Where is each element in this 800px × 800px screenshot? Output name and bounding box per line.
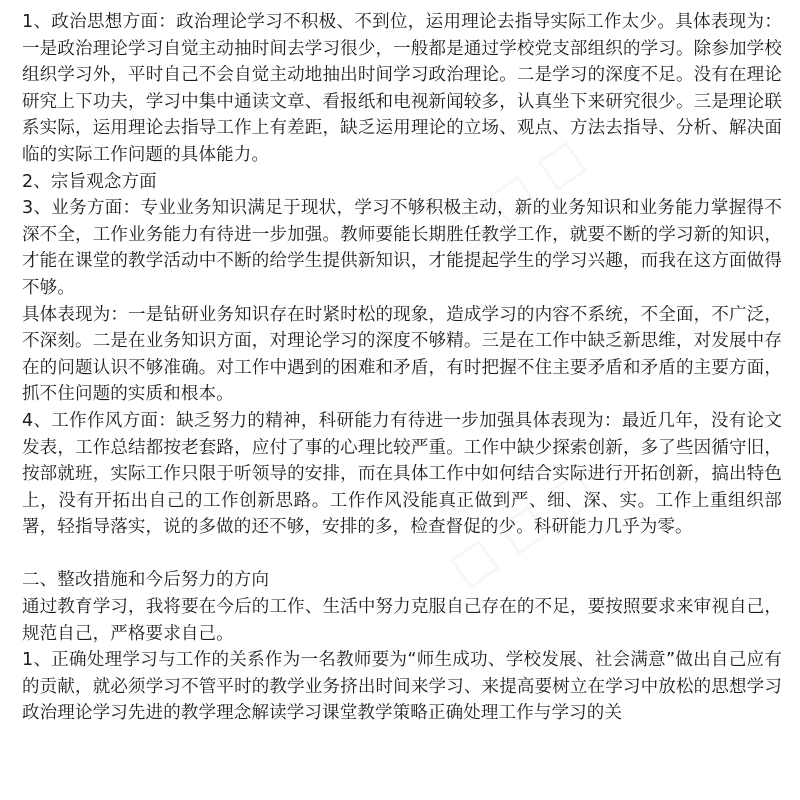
paragraph-intro: 通过教育学习，我将要在今后的工作、生活中努力克服自己存在的不足，要按照要求来审视自己，规范自己，严格要求自己。 (22, 597, 782, 644)
document-body (22, 9, 782, 727)
watermark: □ □ □ (439, 458, 604, 596)
paragraph-purpose-concept: 2、宗旨观念方面 (22, 171, 157, 192)
blank-line (22, 541, 782, 568)
section-heading-rectification: 二、整改措施和今后努力的方向 (22, 570, 270, 591)
paragraph-study-work-relation: 1、正确处理学习与工作的关系作为一名教师要为“师生成功、学校发展、社会满意”做出自己应有的贡献，就必须学习不管平时的教学业务挤出时间来学习、来提高要树立在学习中放松的思想学习政治理论学习先进的教学理念解读学习课堂教学策略正确处理工作与学习的关 (22, 650, 782, 724)
watermark: □ □ □ (429, 128, 594, 266)
paragraph-work-style: 4、工作作风方面：缺乏努力的精神，科研能力有待进一步加强具体表现为：最近几年，没有论文发表，工作总结都按老套路，应付了事的心理比较严重。工作中缺少探索创新，多了些因循守旧，按部就班，实际工作只限于听领导的安排，而在具体工作中如何结合实际进行开拓创新，搞出特色上，没有开拓出自己的工作创新思路。工作作风没能真正做到严、细、深、实。工作上重组织部署，轻指导落实，说的多做的还不够，安排的多，检查督促的少。科研能力几乎为零。 (22, 410, 782, 538)
paragraph-business: 3、业务方面：专业业务知识满足于现状，学习不够积极主动，新的业务知识和业务能力掌握得不深不全，工作业务能力有待进一步加强。教师要能长期胜任教学工作，就要不断的学习新的知识，才能在课堂的教学活动中不断的给学生提供新知识，才能提起学生的学习兴趣，而我在这方面做得不够。 (22, 198, 782, 298)
paragraph-business-details: 具体表现为：一是钻研业务知识存在时紧时松的现象，造成学习的内容不系统，不全面，不广泛，不深刻。二是在业务知识方面，对理论学习的深度不够精。三是在工作中缺乏新思维，对发展中存在的问题认识不够准确。对工作中遇到的困难和矛盾，有时把握不住主要矛盾和矛盾的主要方面，抓不住问题的实质和根本。 (22, 304, 782, 405)
paragraph-political-thought: 1、政治思想方面：政治理论学习不积极、不到位，运用理论去指导实际工作太少。具体表现为：一是政治理论学习自觉主动抽时间去学习很少，一般都是通过学校党支部组织的学习。除参加学校组织学习外，平时自己不会自觉主动地抽出时间学习政治理论。二是学习的深度不足。没有在理论研究上下功夫，学习中集中通读文章、看报纸和电视新闻较多，认真坐下来研究很少。三是理论联系实际，运用理论去指导工作上有差距，缺乏运用理论的立场、观点、方法去指导、分析、解决面临的实际工作问题的具体能力。 (22, 12, 782, 165)
